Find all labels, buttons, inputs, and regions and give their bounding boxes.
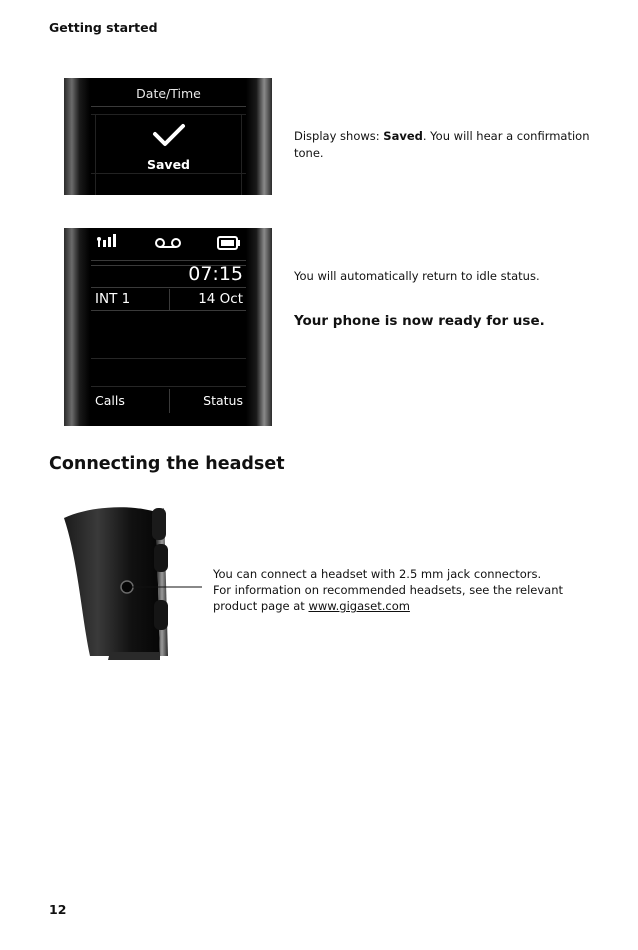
divider: [91, 358, 246, 359]
voicemail-icon: [154, 237, 182, 249]
display-area: [91, 78, 246, 195]
headset-jack-icon: [121, 581, 133, 593]
headset-line-1: You can connect a headset with 2.5 mm jack connectors.: [213, 567, 542, 581]
phone-bezel-left: [64, 228, 90, 426]
display-area: [91, 228, 246, 426]
divider: [91, 287, 246, 288]
screen2-description: You will automatically return to idle status.: [294, 269, 540, 283]
desc-suffix: . You will hear a confirmation tone.: [294, 129, 590, 160]
divider: [241, 114, 242, 195]
section-header: Getting started: [49, 20, 158, 35]
headset-line-3: [213, 598, 593, 614]
divider: [169, 389, 170, 413]
divider: [91, 260, 246, 261]
page-number: 12: [49, 902, 67, 917]
phone-bezel-left: [64, 78, 90, 195]
desc-prefix: Display shows:: [294, 129, 384, 143]
phone-bezel-right: [246, 228, 272, 426]
signal-icon: [96, 234, 116, 248]
date-text: 14 Oct: [198, 291, 243, 307]
headset-line-2: For information on recommended headsets, see the relevant: [213, 583, 564, 597]
ready-text: Your phone is now ready for use.: [294, 313, 545, 329]
phone-screen-idle: [64, 228, 272, 426]
display-title: Date/Time: [136, 86, 201, 101]
battery-icon: [217, 236, 241, 250]
divider: [95, 114, 96, 195]
softkey-status[interactable]: Status: [203, 393, 243, 408]
status-text: Saved: [146, 157, 190, 172]
divider: [91, 173, 246, 174]
phone-screen-saved: [64, 78, 272, 195]
phone-bezel-right: [246, 78, 272, 195]
checkmark-icon: [151, 122, 187, 148]
desc-bold: Saved: [383, 129, 423, 143]
softkey-calls[interactable]: Calls: [95, 393, 125, 408]
headset-description: [213, 566, 593, 614]
headset-line-3-prefix: product page at: [213, 599, 309, 613]
section-heading: Connecting the headset: [49, 454, 285, 474]
clock-time: 07:15: [188, 263, 243, 285]
divider: [91, 310, 246, 311]
screen1-description: [294, 128, 594, 162]
gigaset-link[interactable]: www.gigaset.com: [308, 599, 410, 613]
divider: [91, 106, 246, 107]
divider: [91, 386, 246, 387]
line-name: INT 1: [95, 291, 131, 307]
divider: [91, 114, 246, 115]
divider: [169, 289, 170, 310]
